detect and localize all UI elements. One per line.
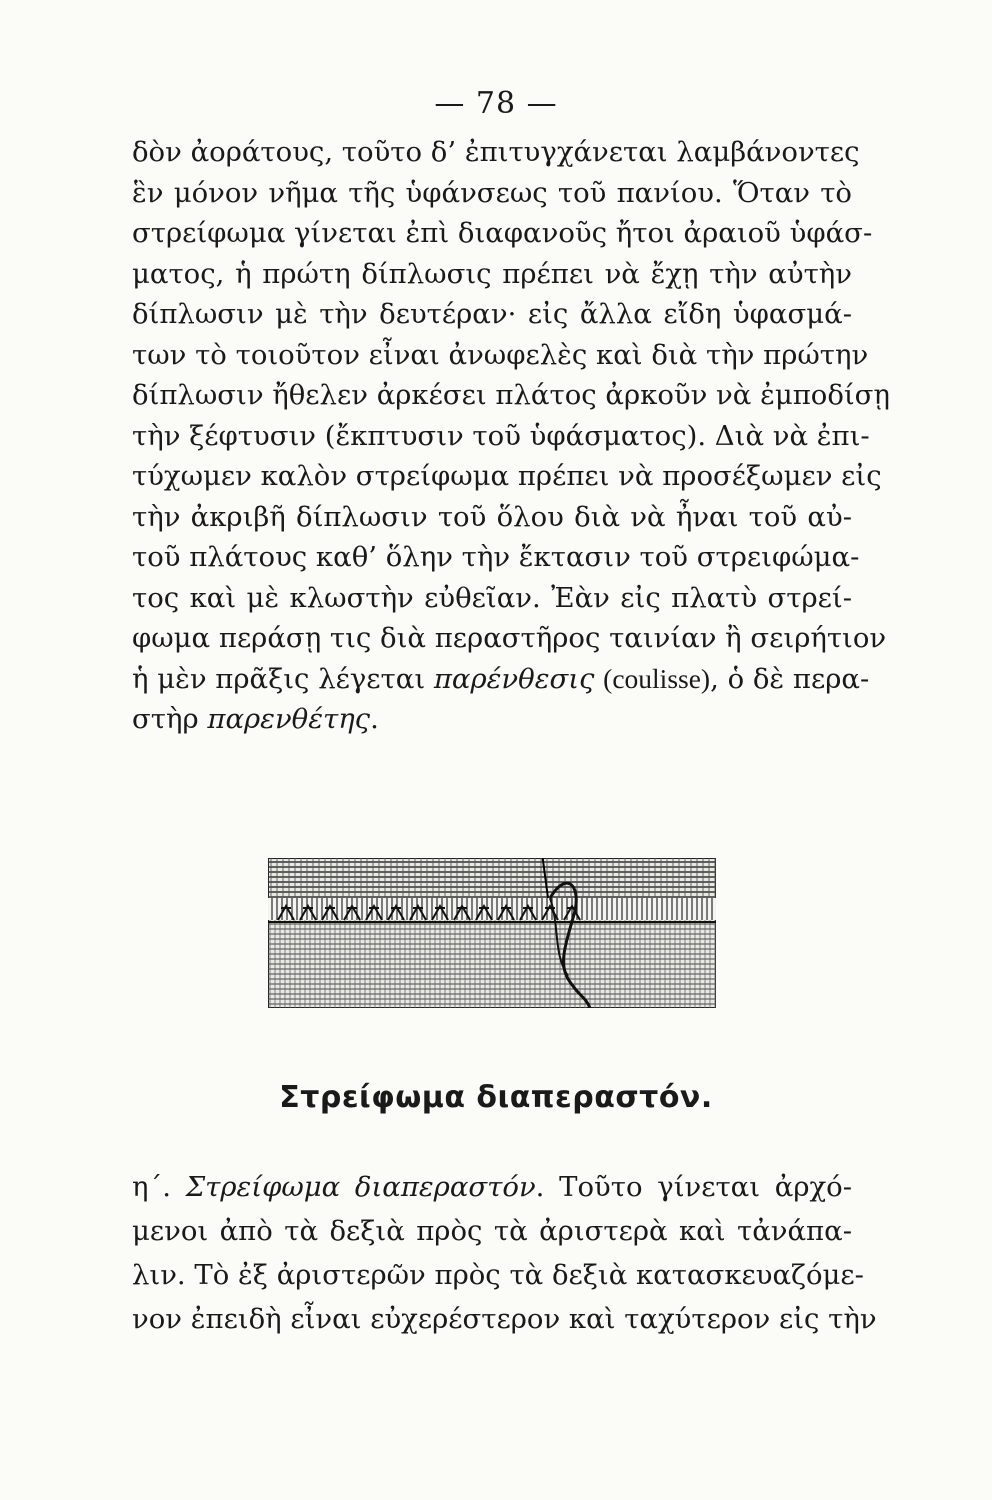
text-line: τὴν ἀκριβῆ δίπλωσιν τοῦ ὅλου διὰ νὰ ἦναι τοῦ αὐ- [132,500,852,533]
text-line [132,699,852,740]
figure-caption: Στρείφωμα διαπεραστόν. [279,1080,713,1115]
text-line: τὴν ξέφτυσιν (ἔκπτυσιν τοῦ ὑφάσματος). Διὰ νὰ ἐπι- [132,419,870,452]
text-line: τοῦ πλάτους καθ’ ὅλην τὴν ἔκτασιν τοῦ στρειφώμα- [132,541,860,573]
text-line: τος καὶ μὲ κλωστὴν εὐθεῖαν. Ἐὰν εἰς πλατὺ στρεί- [132,581,852,614]
section-marker: η΄. [132,1171,186,1203]
page-number: — 78 — [434,86,558,121]
line14-rest: , ὁ δὲ περα- [710,662,870,695]
term-parenthesis: παρένθεσις [433,662,595,695]
body-paragraph [132,132,890,740]
text-line: μενοι ἀπὸ τὰ δεξιὰ πρὸς τὰ ἀριστερὰ καὶ τἀνάπα- [132,1215,852,1247]
text-line [132,659,870,700]
text-line: δίπλωσιν ἤθελεν ἀρκέσει πλάτος ἀρκοῦν νὰ ἐμποδίσῃ [132,379,890,411]
text-line: ἓν μόνον νῆμα τῆς ὑφάνσεως τοῦ πανίου. Ὅταν τὸ [132,176,852,209]
text-line: νον ἐπειδὴ εἶναι εὐχερέστερον καὶ ταχύτερον εἰς τὴν [132,1303,877,1335]
hemstitch-illustration [268,858,716,1008]
text-line: δίπλωσιν μὲ τὴν δευτέραν· εἰς ἄλλα εἴδη ὑφασμά- [132,298,852,330]
line14-text: ἡ μὲν πρᾶξις λέγεται [132,662,434,695]
text-line: λιν. Τὸ ἐξ ἀριστερῶν πρὸς τὰ δεξιὰ κατασκευαζόμε- [132,1259,864,1291]
section-first-line: . Τοῦτο γίνεται ἀρχό- [535,1171,852,1203]
text-line: δὸν ἀοράτους, τοῦτο δ’ ἐπιτυγχάνεται λαμβάνοντες [132,136,860,168]
text-line [132,1165,852,1209]
hemstitch-icon [268,858,716,1008]
text-line: φωμα περάσῃ τις διὰ περαστῆρος ταινίαν ἢ σειρήτιον [132,622,887,654]
line15-text: στὴρ [132,703,208,735]
line15-rest: . [370,703,379,735]
text-line: ματος, ἡ πρώτη δίπλωσις πρέπει νὰ ἔχῃ τὴν αὐτὴν [132,257,852,290]
term-parenthetes: παρενθέτης [207,703,371,735]
section-title: Στρείφωμα διαπεραστόν [185,1171,536,1203]
section-paragraph [132,1165,877,1341]
text-line: τύχωμεν καλὸν στρείφωμα πρέπει νὰ προσέξωμεν εἰς [132,460,882,492]
term-latin: (coulisse) [603,662,711,694]
text-line: στρείφωμα γίνεται ἐπὶ διαφανοῦς ἤτοι ἀραιοῦ ὑφάσ- [132,217,873,249]
text-line: των τὸ τοιοῦτον εἶναι ἀνωφελὲς καὶ διὰ τὴν πρώτην [132,338,869,371]
